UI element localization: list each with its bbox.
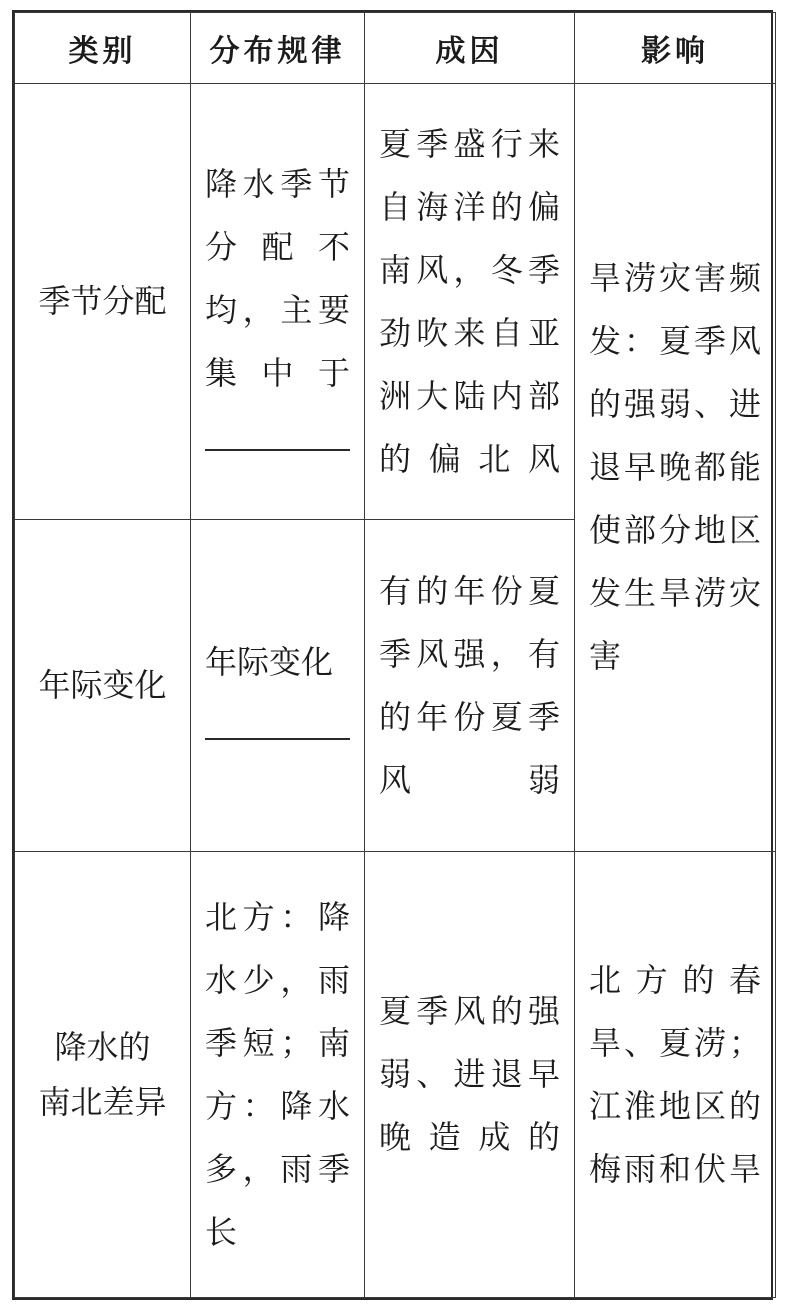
- header-row: [15, 13, 776, 84]
- category-north-south: [15, 852, 191, 1298]
- category-annual: 年际变化: [15, 520, 191, 852]
- distribution-seasonal: [191, 84, 365, 520]
- distribution-annual: [191, 520, 365, 852]
- cause-seasonal: 夏季盛行来自海洋的偏南风，冬季劲吹来自亚洲大陆内部的偏北风: [365, 84, 575, 520]
- category-north-south-line2: 南北差异: [38, 1082, 167, 1121]
- distribution-north-south: 北方：降水少，雨季短；南方：降水多，雨季长: [191, 852, 365, 1298]
- row-seasonal-distribution: [15, 84, 776, 520]
- impact-north-south: 北方的春旱、夏涝；江淮地区的梅雨和伏旱: [575, 852, 776, 1298]
- header-category: 类别: [15, 13, 191, 84]
- fill-in-blank-annual[interactable]: [205, 698, 350, 740]
- fill-in-blank-seasonal[interactable]: [205, 409, 350, 451]
- monsoon-precipitation-table: [14, 12, 776, 1298]
- impact-shared: 旱涝灾害频发：夏季风的强弱、进退早晚都能使部分地区发生旱涝灾害: [575, 84, 776, 852]
- header-impact: 影响: [575, 13, 776, 84]
- category-seasonal: 季节分配: [15, 84, 191, 520]
- header-distribution: 分布规律: [191, 13, 365, 84]
- cause-annual: 有的年份夏季风强，有的年份夏季风弱: [365, 520, 575, 852]
- header-cause: 成因: [365, 13, 575, 84]
- distribution-annual-text: 年际变化: [205, 643, 334, 681]
- climate-table-frame: [12, 10, 773, 1300]
- category-north-south-line1: 降水的: [54, 1027, 151, 1066]
- distribution-seasonal-text: 降水季节分配不均，主要集中于: [205, 164, 350, 392]
- row-north-south-difference: [15, 852, 776, 1298]
- cause-north-south: 夏季风的强弱、进退早晚造成的: [365, 852, 575, 1298]
